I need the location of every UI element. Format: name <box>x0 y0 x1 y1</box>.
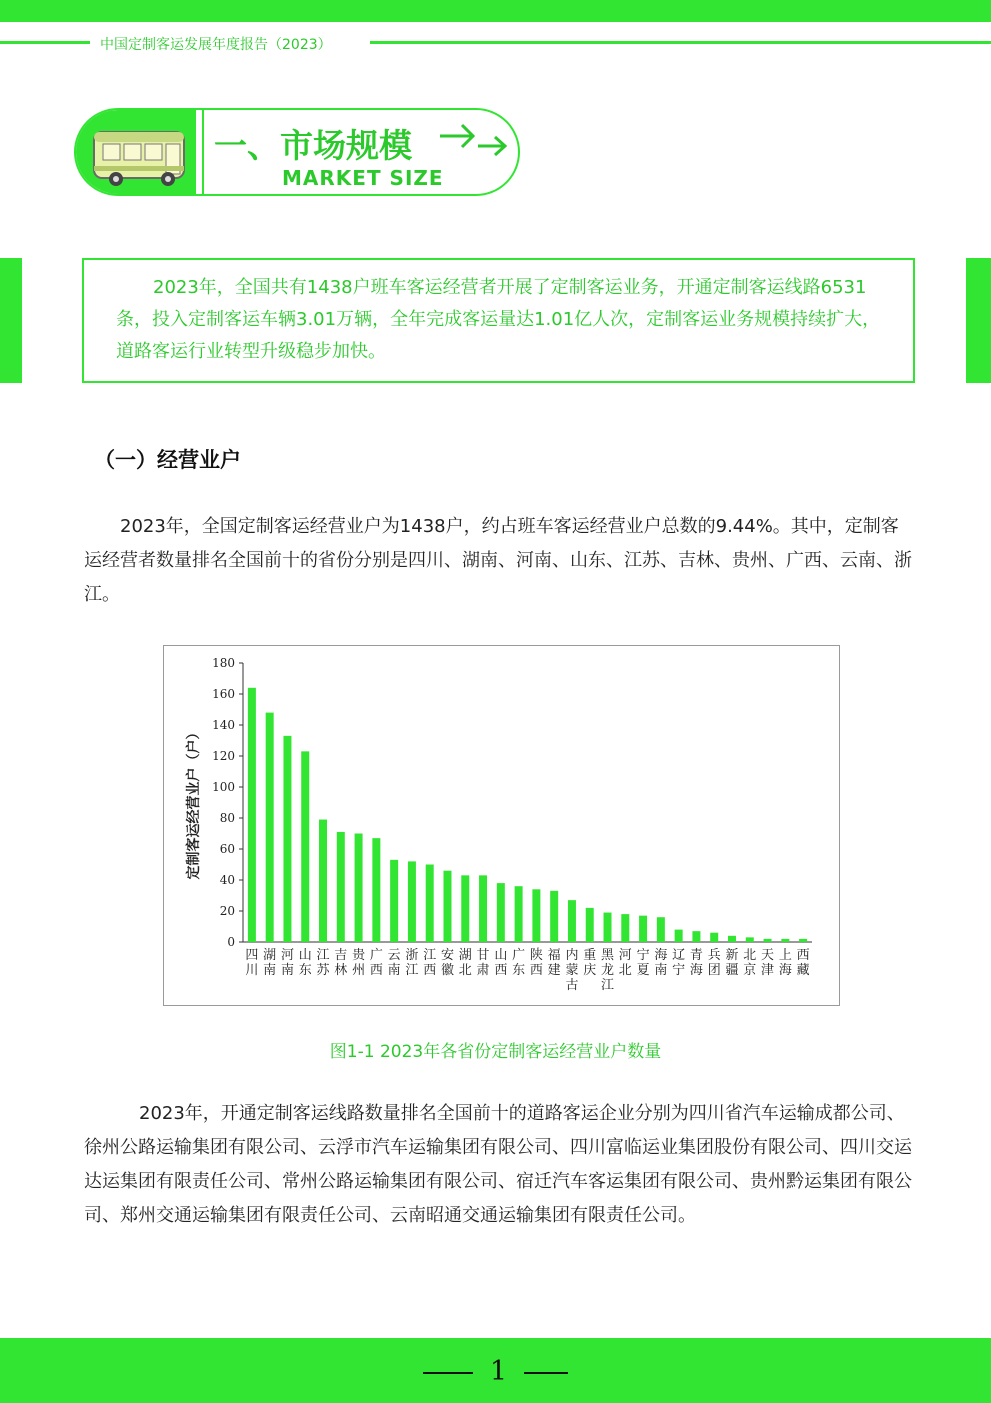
bar-福建 <box>550 891 558 942</box>
bar-河北 <box>621 914 629 942</box>
x-tick-label: 浙 <box>405 948 419 963</box>
x-tick-label: 河 <box>280 948 294 963</box>
x-tick-label: 陕 <box>529 948 543 963</box>
bar-上海 <box>781 939 789 942</box>
bar-海南 <box>657 917 665 942</box>
page-number-rule-right <box>524 1372 568 1374</box>
y-tick-label: 0 <box>227 935 235 949</box>
x-tick-label: 青 <box>689 948 703 963</box>
y-tick-label: 40 <box>219 873 235 887</box>
x-tick-label: 龙 <box>601 963 615 978</box>
x-tick-label: 东 <box>298 963 312 978</box>
bar-安徽 <box>443 871 451 942</box>
chart-bars <box>248 688 807 942</box>
figure-caption: 图1-1 2023年各省份定制客运经营业户数量 <box>329 1042 662 1062</box>
x-tick-label: 上 <box>778 948 792 963</box>
x-tick-label: 湖 <box>263 948 277 963</box>
x-tick-label: 藏 <box>796 963 810 978</box>
left-side-marker <box>0 258 22 383</box>
x-tick-label: 徽 <box>440 963 454 978</box>
x-tick-label: 团 <box>707 963 721 978</box>
x-tick-labels <box>245 947 809 993</box>
bar-山西 <box>497 883 505 942</box>
header-rule-right <box>370 41 991 44</box>
x-tick-label: 兵 <box>707 948 721 963</box>
y-tick-label: 60 <box>219 842 235 856</box>
bar-陕西 <box>532 889 540 942</box>
x-tick-label: 南 <box>280 963 294 978</box>
y-tick-label: 20 <box>219 904 235 918</box>
bus-icon <box>76 110 200 196</box>
y-tick-label: 100 <box>212 780 235 794</box>
y-axis-label: 定制客运经营业户（户） <box>186 725 202 880</box>
y-axis-label-group <box>185 726 202 880</box>
bar-云南 <box>390 860 398 942</box>
x-tick-label: 州 <box>352 963 366 978</box>
page-number-value: 1 <box>489 1356 508 1387</box>
x-tick-label: 福 <box>547 948 561 963</box>
x-tick-label: 山 <box>494 948 508 963</box>
x-tick-label: 东 <box>512 963 526 978</box>
x-tick-label: 北 <box>743 948 757 963</box>
x-tick-label: 山 <box>298 948 312 963</box>
x-tick-label: 新 <box>725 948 739 963</box>
bar-辽宁 <box>675 930 683 942</box>
section-title: 一、市场规模 <box>214 126 412 165</box>
x-tick-label: 京 <box>743 963 757 978</box>
x-tick-label: 肃 <box>476 963 490 978</box>
section-subtitle: MARKET SIZE <box>282 166 444 190</box>
page-number <box>0 1356 991 1387</box>
x-tick-label: 北 <box>618 963 632 978</box>
x-tick-label: 四 <box>245 948 259 963</box>
x-tick-label: 辽 <box>672 948 686 963</box>
x-tick-label: 云 <box>387 948 401 963</box>
x-tick-label: 川 <box>245 963 259 978</box>
x-tick-label: 南 <box>263 963 277 978</box>
x-tick-label: 天 <box>761 948 775 963</box>
chart-frame <box>163 645 840 1006</box>
bar-江西 <box>426 865 434 943</box>
bar-宁夏 <box>639 916 647 942</box>
x-tick-label: 安 <box>440 948 454 963</box>
x-tick-label: 江 <box>423 948 437 963</box>
bar-吉林 <box>337 832 345 942</box>
bar-湖北 <box>461 875 469 942</box>
x-tick-label: 林 <box>334 963 348 978</box>
x-tick-label: 江 <box>316 948 330 963</box>
y-tick-label: 160 <box>212 687 235 701</box>
bar-四川 <box>248 688 256 942</box>
bar-西藏 <box>799 939 807 942</box>
body-paragraph-1: 2023年，全国定制客运经营业户为1438户，约占班车客运经营业户总数的9.44%。其中，定制客运经营者数量排名全国前十的省份分别是四川、湖南、河南、山东、江苏、吉林、贵州、广西、云南、浙江。 <box>84 516 912 605</box>
bar-浙江 <box>408 861 416 942</box>
bar-山东 <box>301 751 309 942</box>
x-tick-label: 北 <box>458 963 472 978</box>
x-tick-label: 夏 <box>636 963 650 978</box>
bar-湖南 <box>266 713 274 942</box>
subsection-title: （一）经营业户 <box>94 448 241 472</box>
x-tick-label: 宁 <box>672 963 686 978</box>
x-tick-label: 津 <box>761 963 775 978</box>
x-tick-label: 内 <box>565 948 579 963</box>
bar-甘肃 <box>479 875 487 942</box>
header-rule-left <box>0 41 90 44</box>
bar-广西 <box>372 838 380 942</box>
x-tick-label: 西 <box>423 963 437 978</box>
bar-天津 <box>764 939 772 942</box>
x-tick-label: 湖 <box>458 948 472 963</box>
x-tick-label: 宁 <box>636 948 650 963</box>
x-tick-label: 江 <box>601 978 615 993</box>
bar-广东 <box>515 886 523 942</box>
intro-paragraph: 2023年，全国共有1438户班车客运经营者开展了定制客运业务，开通定制客运线路6531条，投入定制客运车辆3.01万辆，全年完成客运量达1.01亿人次，定制客运业务规模持续扩大，道路客运行业转型升级稳步加快。 <box>116 277 881 362</box>
x-tick-label: 南 <box>387 963 401 978</box>
body-paragraph-2: 2023年，开通定制客运线路数量排名全国前十的道路客运企业分别为四川省汽车运输成都公司、徐州公路运输集团有限公司、云浮市汽车运输集团有限公司、四川富临运业集团股份有限公司、四川交运达运集团有限责任公司、常州公路运输集团有限公司、宿迁汽车客运集团有限公司、贵州黔运集团有限公司、郑州交通运输集团有限责任公司、云南昭通交通运输集团有限责任公司。 <box>84 1103 912 1226</box>
x-tick-label: 建 <box>547 963 561 978</box>
bar-河南 <box>283 736 291 942</box>
y-tick-label: 180 <box>212 656 235 670</box>
top-color-band <box>0 0 991 22</box>
running-header-title: 中国定制客运发展年度报告（2023） <box>100 37 332 53</box>
x-tick-label: 广 <box>512 948 526 963</box>
x-tick-label: 庆 <box>583 963 597 978</box>
x-tick-label: 疆 <box>725 963 739 978</box>
y-tick-label: 120 <box>212 749 235 763</box>
x-tick-label: 广 <box>369 948 383 963</box>
x-tick-label: 甘 <box>476 948 490 963</box>
bar-贵州 <box>355 834 363 943</box>
x-tick-label: 古 <box>565 978 579 993</box>
x-tick-label: 江 <box>405 963 419 978</box>
bar-兵团 <box>710 933 718 942</box>
bar-江苏 <box>319 820 327 942</box>
x-tick-label: 西 <box>494 963 508 978</box>
x-tick-label: 苏 <box>316 963 330 978</box>
bar-黑龙江 <box>604 913 612 942</box>
intro-summary-text <box>116 272 896 368</box>
x-tick-label: 吉 <box>334 948 348 963</box>
x-tick-label: 海 <box>778 963 792 978</box>
double-arrow-icon <box>438 120 510 160</box>
bar-内蒙古 <box>568 900 576 942</box>
bar-新疆 <box>728 936 736 942</box>
bar-重庆 <box>586 908 594 942</box>
x-tick-label: 蒙 <box>565 963 579 978</box>
right-side-marker <box>966 258 991 383</box>
x-tick-label: 海 <box>689 963 703 978</box>
x-tick-label: 河 <box>618 948 632 963</box>
x-tick-label: 海 <box>654 948 668 963</box>
bus-icon-panel <box>76 110 200 194</box>
x-tick-label: 重 <box>583 948 597 963</box>
x-tick-label: 南 <box>654 963 668 978</box>
x-tick-label: 西 <box>529 963 543 978</box>
x-tick-label: 西 <box>369 963 383 978</box>
bar-chart <box>164 646 839 1005</box>
x-tick-label: 贵 <box>352 948 366 963</box>
y-tick-label: 80 <box>219 811 235 825</box>
x-tick-label: 黑 <box>601 948 615 963</box>
y-tick-label: 140 <box>212 718 235 732</box>
bar-北京 <box>746 937 754 942</box>
page-number-rule-left <box>423 1372 473 1374</box>
bar-青海 <box>692 931 700 942</box>
x-tick-label: 西 <box>796 948 810 963</box>
